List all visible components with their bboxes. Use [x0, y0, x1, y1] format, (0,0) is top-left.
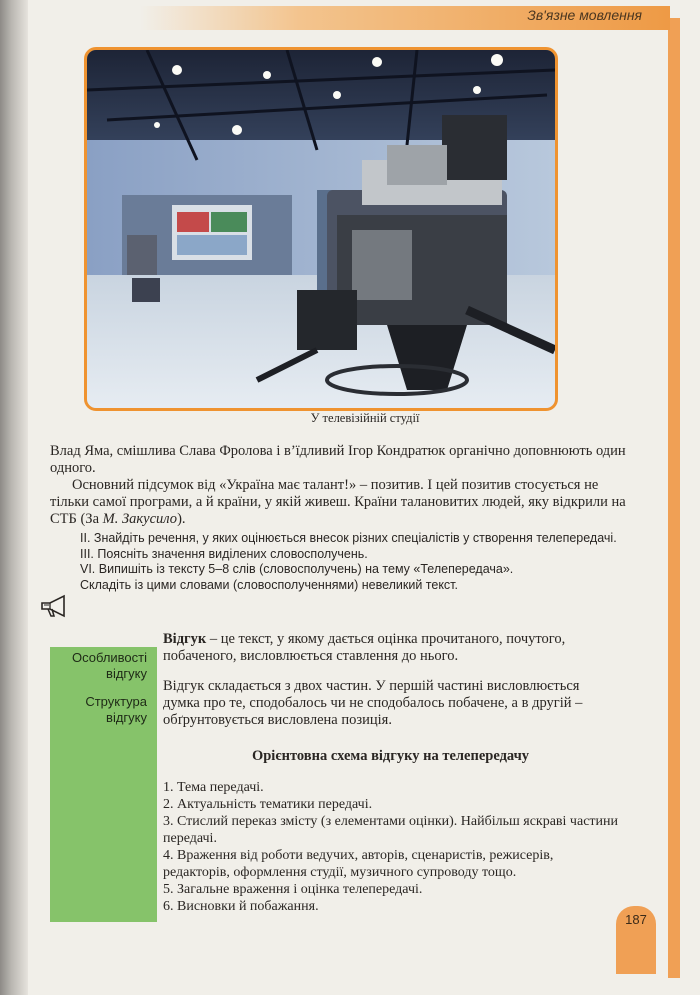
label-features: Особливості відгуку [71, 650, 147, 681]
page-edge-strip [668, 18, 680, 978]
section-title: Зв'язне мовлення [527, 7, 642, 23]
definition-text [163, 631, 618, 665]
list-item: 6. Висновки й побажання. [163, 899, 319, 914]
list-item: 1. Тема передачі. [163, 780, 264, 795]
scheme-list [163, 779, 623, 915]
page-number: 187 [616, 906, 656, 974]
term-vidguk: Відгук [163, 631, 207, 647]
reading-text [50, 443, 630, 528]
figure-caption: У телевізійній студії [310, 411, 420, 425]
list-item: 3. Стислий переказ змісту (з елементами оцінки). Найбільш яскраві частини передачі. [163, 814, 618, 846]
task-6-continued: Складіть із цими словами (словосполученнями) невеликий текст. [80, 577, 458, 592]
section-header [140, 6, 670, 30]
task-list [80, 531, 630, 593]
paragraph-2-end: ). [177, 511, 186, 527]
megaphone-icon [40, 594, 70, 618]
paragraph-2-text: Основний підсумок від «Україна має талант!» – позитив. І цей позитив стосується не тільки самої програми, а й країни, у якій живеш. Країни талановитих людей, яку відкрили на СТБ (За [50, 477, 626, 527]
tv-studio-camera-illustration [87, 50, 555, 408]
task-6: VI. Випишіть із тексту 5–8 слів (словосполучень) на тему «Телепередача». [80, 562, 514, 576]
tv-studio-photo [84, 47, 558, 411]
structure-text: Відгук складається з двох частин. У першій частині висловлюється думка про те, сподобалось чи не сподобалось побачене, а в другій – обґрунтовується висловлена позиція. [163, 678, 583, 728]
task-3: III. Поясніть значення виділених словосполучень. [80, 546, 368, 561]
list-item: 5. Загальне враження і оцінка телепередачі. [163, 882, 423, 897]
list-item: 2. Актуальність тематики передачі. [163, 797, 373, 812]
paragraph-1: Влад Яма, смішлива Слава Фролова і в’їдливий Ігор Кондратюк органічно доповнюють один одного. [50, 443, 626, 476]
sidebar-green-column [50, 647, 157, 922]
scheme-title: Орієнтовна схема відгуку на телепередачу [251, 748, 530, 764]
definition-body: – це текст, у якому дається оцінка прочитаного, почутого, побаченого, висловлюється ставлення до нього. [163, 631, 566, 664]
book-gutter [0, 0, 28, 995]
task-2: II. Знайдіть речення, у яких оцінюється внесок різних спеціалістів у створення телепередачі. [80, 531, 617, 545]
paragraph-2 [50, 477, 630, 528]
author-name: М. Закусило [102, 511, 178, 527]
label-structure: Структура відгуку [85, 694, 147, 725]
list-item: 4. Враження від роботи ведучих, авторів, сценаристів, режисерів, редакторів, оформлення студії, музичного супроводу тощо. [163, 848, 554, 880]
